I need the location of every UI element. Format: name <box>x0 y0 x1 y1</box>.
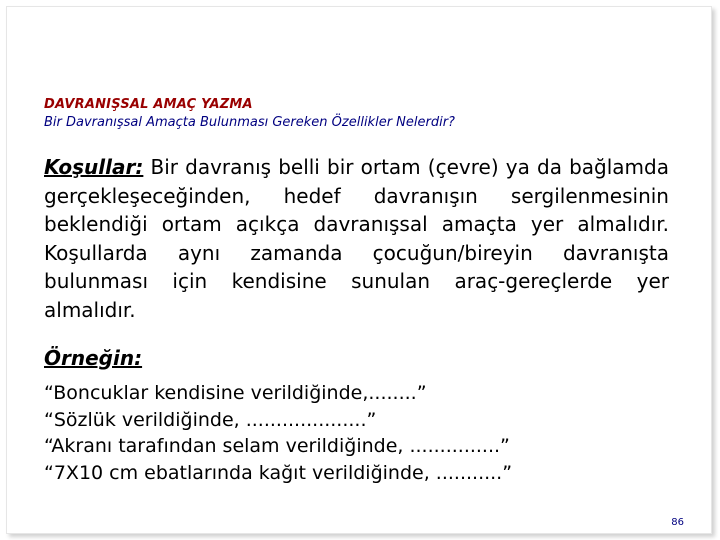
page-number: 86 <box>671 517 684 528</box>
example-item: “Sözlük verildiğinde, ....................” <box>44 408 377 431</box>
slide-subtitle: Bir Davranışsal Amaçta Bulunması Gereken Özellikler Nelerdir? <box>44 115 455 130</box>
example-heading: Örneğin: <box>44 346 143 370</box>
title-block <box>44 96 684 131</box>
example-item: “7X10 cm ebatlarında kağıt verildiğinde, ...........” <box>44 461 513 484</box>
conditions-paragraph <box>44 153 669 324</box>
example-item: “Akranı tarafından selam verildiğinde, ...............” <box>44 435 510 457</box>
example-item: “Boncuklar kendisine verildiğinde,........” <box>44 382 427 404</box>
slide-title: DAVRANIŞSAL AMAÇ YAZMA <box>44 97 253 112</box>
conditions-text: Bir davranış belli bir ortam (çevre) ya da bağlamda gerçekleşeceğinden, hedef davranışın sergilenmesinin beklendiği ortam açıkça davranışsal amaçta yer almalıdır. Koşullarda aynı zamanda çocuğun/bireyin davranışta bulunması için kendisine sunulan araç-gereçlerde yer almalıdır. <box>44 155 669 322</box>
conditions-term: Koşullar: <box>44 155 144 179</box>
example-list <box>44 380 684 486</box>
